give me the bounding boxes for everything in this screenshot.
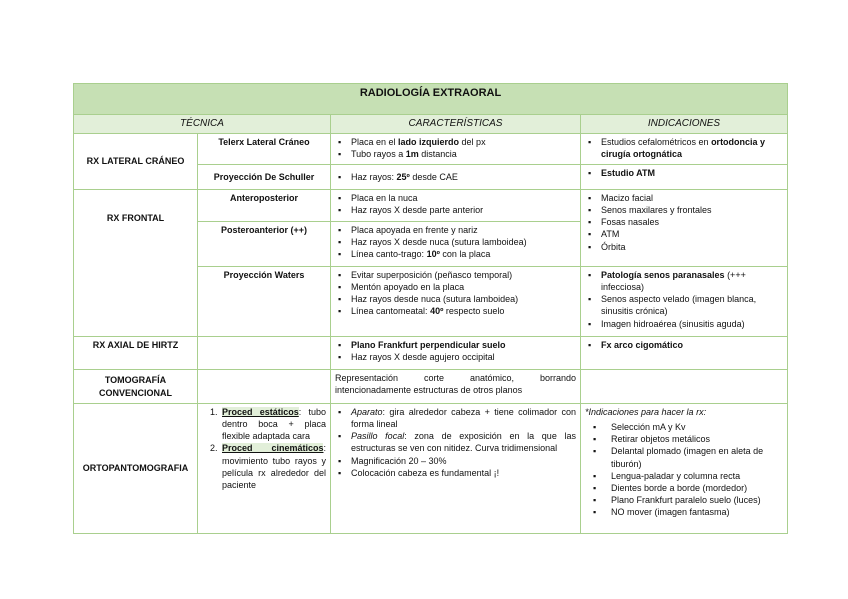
list-item: ▪ Senos aspecto velado (imagen blanca, sinusitis crónica) [601,293,783,317]
list-item: ▪ Delantal plomado (imagen en aleta de tiburón) [611,445,783,469]
list-item: ▪ Haz rayos X desde nuca (sutura lamboidea) [351,236,576,248]
header-tecnica: TÉCNICA [74,115,331,134]
list-item: ▪ Órbita [601,241,783,253]
list-item: ▪ Estudio ATM [601,167,783,179]
chars-hirtz [331,337,581,370]
header-row [74,115,788,134]
list-item: ▪ Placa apoyada en frente y nariz [351,224,576,236]
title-row [74,84,788,115]
ind-waters [581,267,788,337]
tech-orto [198,404,331,534]
ind-telerx [581,134,788,165]
list-item: ▪ Selección mA y Kv [611,421,783,433]
radiology-table [73,83,788,534]
list-item: ▪ Plano Frankfurt paralelo suelo (luces) [611,494,783,506]
list-item: ▪ Patología senos paranasales (+++ infecciosa) [601,269,783,293]
row-tomografia [74,370,788,404]
list-item: ▪ Plano Frankfurt perpendicular suelo [351,339,576,351]
ind-tomo-empty [581,370,788,404]
section-frontal: RX FRONTAL [74,190,198,337]
chars-postero [331,222,581,267]
list-item: ▪ Aparato: gira alrededor cabeza + tiene colimador con forma lineal [351,406,576,430]
chars-schuller [331,165,581,190]
list-item: ▪ Tubo rayos a 1m distancia [351,148,576,160]
header-indicaciones: INDICACIONES [581,115,788,134]
ind-hirtz [581,337,788,370]
section-tomografia: TOMOGRAFÍA CONVENCIONAL [74,370,198,404]
list-item: ▪ Estudios cefalométricos en ortodoncia y cirugía ortognática [601,136,783,160]
row-telerx [74,134,788,165]
chars-telerx [331,134,581,165]
list-item: ▪ Dientes borde a borde (mordedor) [611,482,783,494]
row-antero [74,190,788,222]
list-item: ▪ Magnificación 20 – 30% [351,455,576,467]
list-item: ▪ Pasillo focal: zona de exposición en la que las estructuras se ven con nitidez. Curva tridimensional [351,430,576,454]
chars-waters [331,267,581,337]
list-item: ▪ Fx arco cigomático [601,339,783,351]
list-item: ▪ ATM [601,228,783,240]
row-ortopantomografia [74,404,788,534]
ind-orto [581,404,788,534]
list-item: 2. Proced cinemáticos: movimiento tubo rayos y película rx alrededor del paciente [220,442,326,491]
list-item: ▪ Fosas nasales [601,216,783,228]
list-item: 1. Proced estáticos: tubo dentro boca + placa flexible adaptada cara [220,406,326,442]
section-ortopantomografia: ORTOPANTOMOGRAFIA [74,404,198,534]
list-item: ▪ Haz rayos X desde parte anterior [351,204,576,216]
section-lateral-craneo: RX LATERAL CRÁNEO [74,134,198,190]
list-item: ▪ Senos maxilares y frontales [601,204,783,216]
list-item: ▪ Macizo facial [601,192,783,204]
list-item: ▪ Imagen hidroaérea (sinusitis aguda) [601,318,783,330]
list-item: ▪ Línea cantomeatal: 40º respecto suelo [351,305,576,317]
list-item: ▪ Lengua-paladar y columna recta [611,470,783,482]
list-item: ▪ Mentón apoyado en la placa [351,281,576,293]
tech-schuller: Proyección De Schuller [198,165,331,190]
list-item: ▪ Evitar superposición (peñasco temporal) [351,269,576,281]
list-item: ▪ Línea canto-trago: 10º con la placa [351,248,576,260]
indications-note: *Indicaciones para hacer la rx: [585,407,707,417]
ind-schuller [581,165,788,190]
chars-antero [331,190,581,222]
tech-waters: Proyección Waters [198,267,331,337]
list-item: ▪ Haz rayos X desde agujero occipital [351,351,576,363]
tech-telerx: Telerx Lateral Cráneo [198,134,331,165]
header-caracteristicas: CARACTERÍSTICAS [331,115,581,134]
table-title: RADIOLOGÍA EXTRAORAL [74,84,788,115]
section-hirtz: RX AXIAL DE HIRTZ [74,337,198,370]
row-hirtz [74,337,788,370]
tech-posteroanterior: Posteroanterior (++) [198,222,331,267]
list-item: ▪ Colocación cabeza es fundamental ¡! [351,467,576,479]
ind-frontal [581,190,788,267]
tech-hirtz-empty [198,337,331,370]
tech-tomo-empty [198,370,331,404]
chars-orto [331,404,581,534]
list-item: ▪ Haz rayos desde nuca (sutura lamboidea) [351,293,576,305]
chars-tomografia: Representación corte anatómico, borrando intencionadamente estructuras de otros planos [331,370,581,404]
tech-anteroposterior: Anteroposterior [198,190,331,222]
list-item: ▪ Placa en la nuca [351,192,576,204]
list-item: ▪ Haz rayos: 25º desde CAE [351,171,576,183]
list-item: ▪ Placa en el lado izquierdo del px [351,136,576,148]
list-item: ▪ Retirar objetos metálicos [611,433,783,445]
list-item: ▪ NO mover (imagen fantasma) [611,506,783,518]
